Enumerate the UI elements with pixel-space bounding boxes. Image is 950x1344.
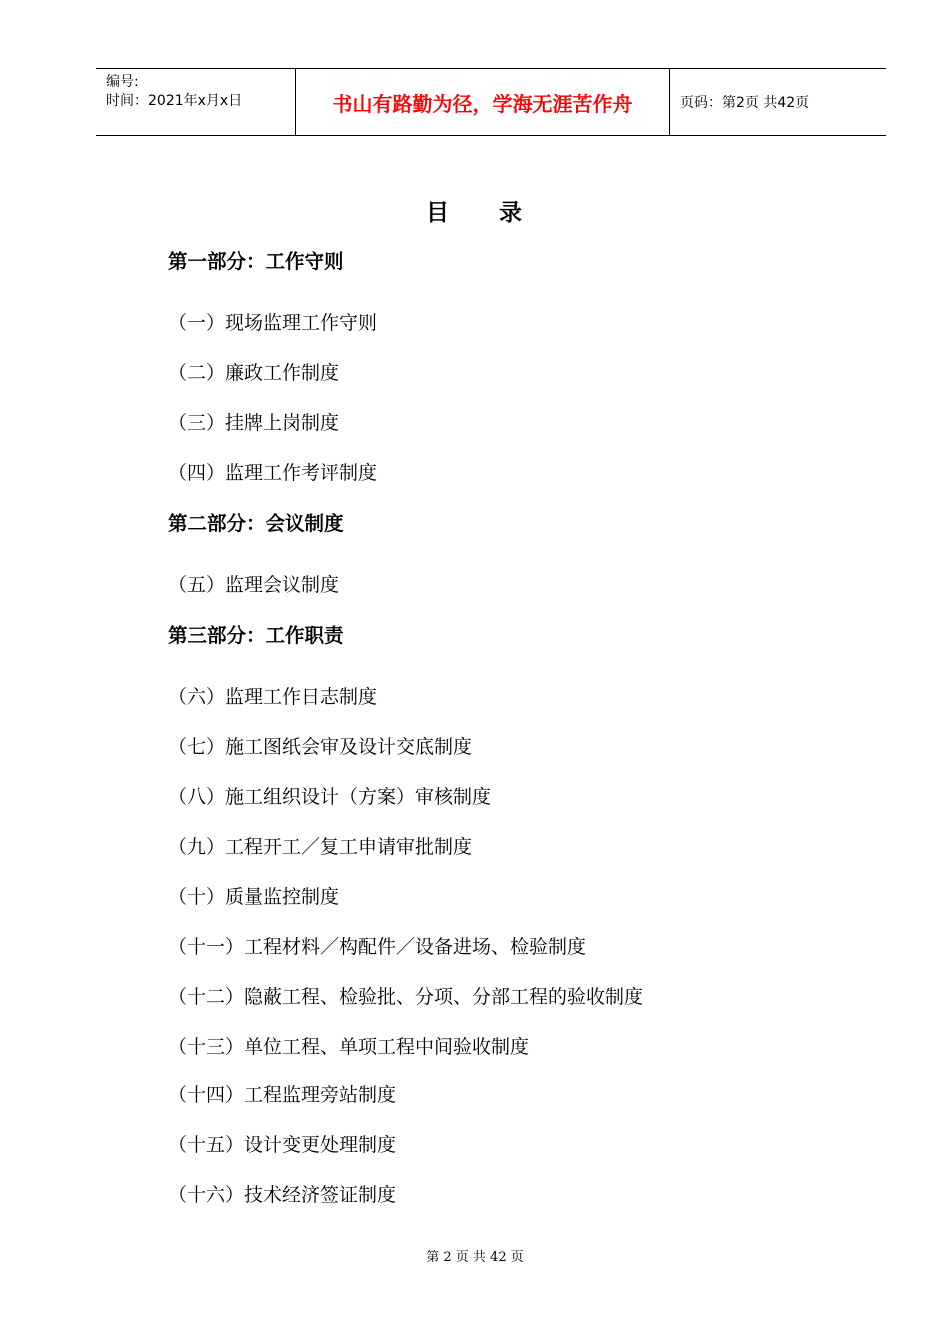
- toc-item: （四）监理工作考评制度: [168, 462, 378, 484]
- toc-title: [0, 194, 950, 227]
- toc-part-heading: 第二部分：会议制度: [168, 512, 344, 535]
- toc-item: （七）施工图纸会审及设计交底制度: [168, 736, 473, 758]
- toc-item: （十一）工程材料／构配件／设备进场、检验制度: [168, 936, 587, 958]
- toc-part-heading: 第三部分：工作职责: [168, 624, 344, 647]
- toc-title-left: 目: [426, 199, 451, 226]
- page-footer: 第 2 页 共 42 页: [426, 1250, 524, 1265]
- toc-item: （十三）单位工程、单项工程中间验收制度: [168, 1036, 530, 1058]
- toc-item: （九）工程开工／复工申请审批制度: [168, 836, 473, 858]
- serial-label: 编号:: [106, 74, 139, 90]
- header-meta-cell: [96, 69, 296, 135]
- toc-item: （三）挂牌上岗制度: [168, 412, 340, 434]
- time-text: 时间：2021年x月x日: [106, 93, 243, 109]
- toc-item: （一）现场监理工作守则: [168, 312, 378, 334]
- toc-item: （六）监理工作日志制度: [168, 686, 378, 708]
- toc-item: （十四）工程监理旁站制度: [168, 1084, 397, 1106]
- header-page-info: 页码：第2页 共42页: [680, 95, 810, 111]
- toc-item: （十）质量监控制度: [168, 886, 340, 908]
- toc-part-heading: 第一部分：工作守则: [168, 250, 344, 273]
- toc-title-right: 录: [499, 199, 524, 226]
- toc-item: （八）施工组织设计（方案）审核制度: [168, 786, 492, 808]
- toc-item: （二）廉政工作制度: [168, 362, 340, 384]
- toc-item: （十二）隐蔽工程、检验批、分项、分部工程的验收制度: [168, 986, 644, 1008]
- toc-item: （五）监理会议制度: [168, 574, 340, 596]
- toc-item: （十六）技术经济签证制度: [168, 1184, 397, 1206]
- page-header: [96, 68, 886, 136]
- toc-item: （十五）设计变更处理制度: [168, 1134, 397, 1156]
- header-motto: 书山有路勤为径，学海无涯苦作舟: [296, 69, 670, 135]
